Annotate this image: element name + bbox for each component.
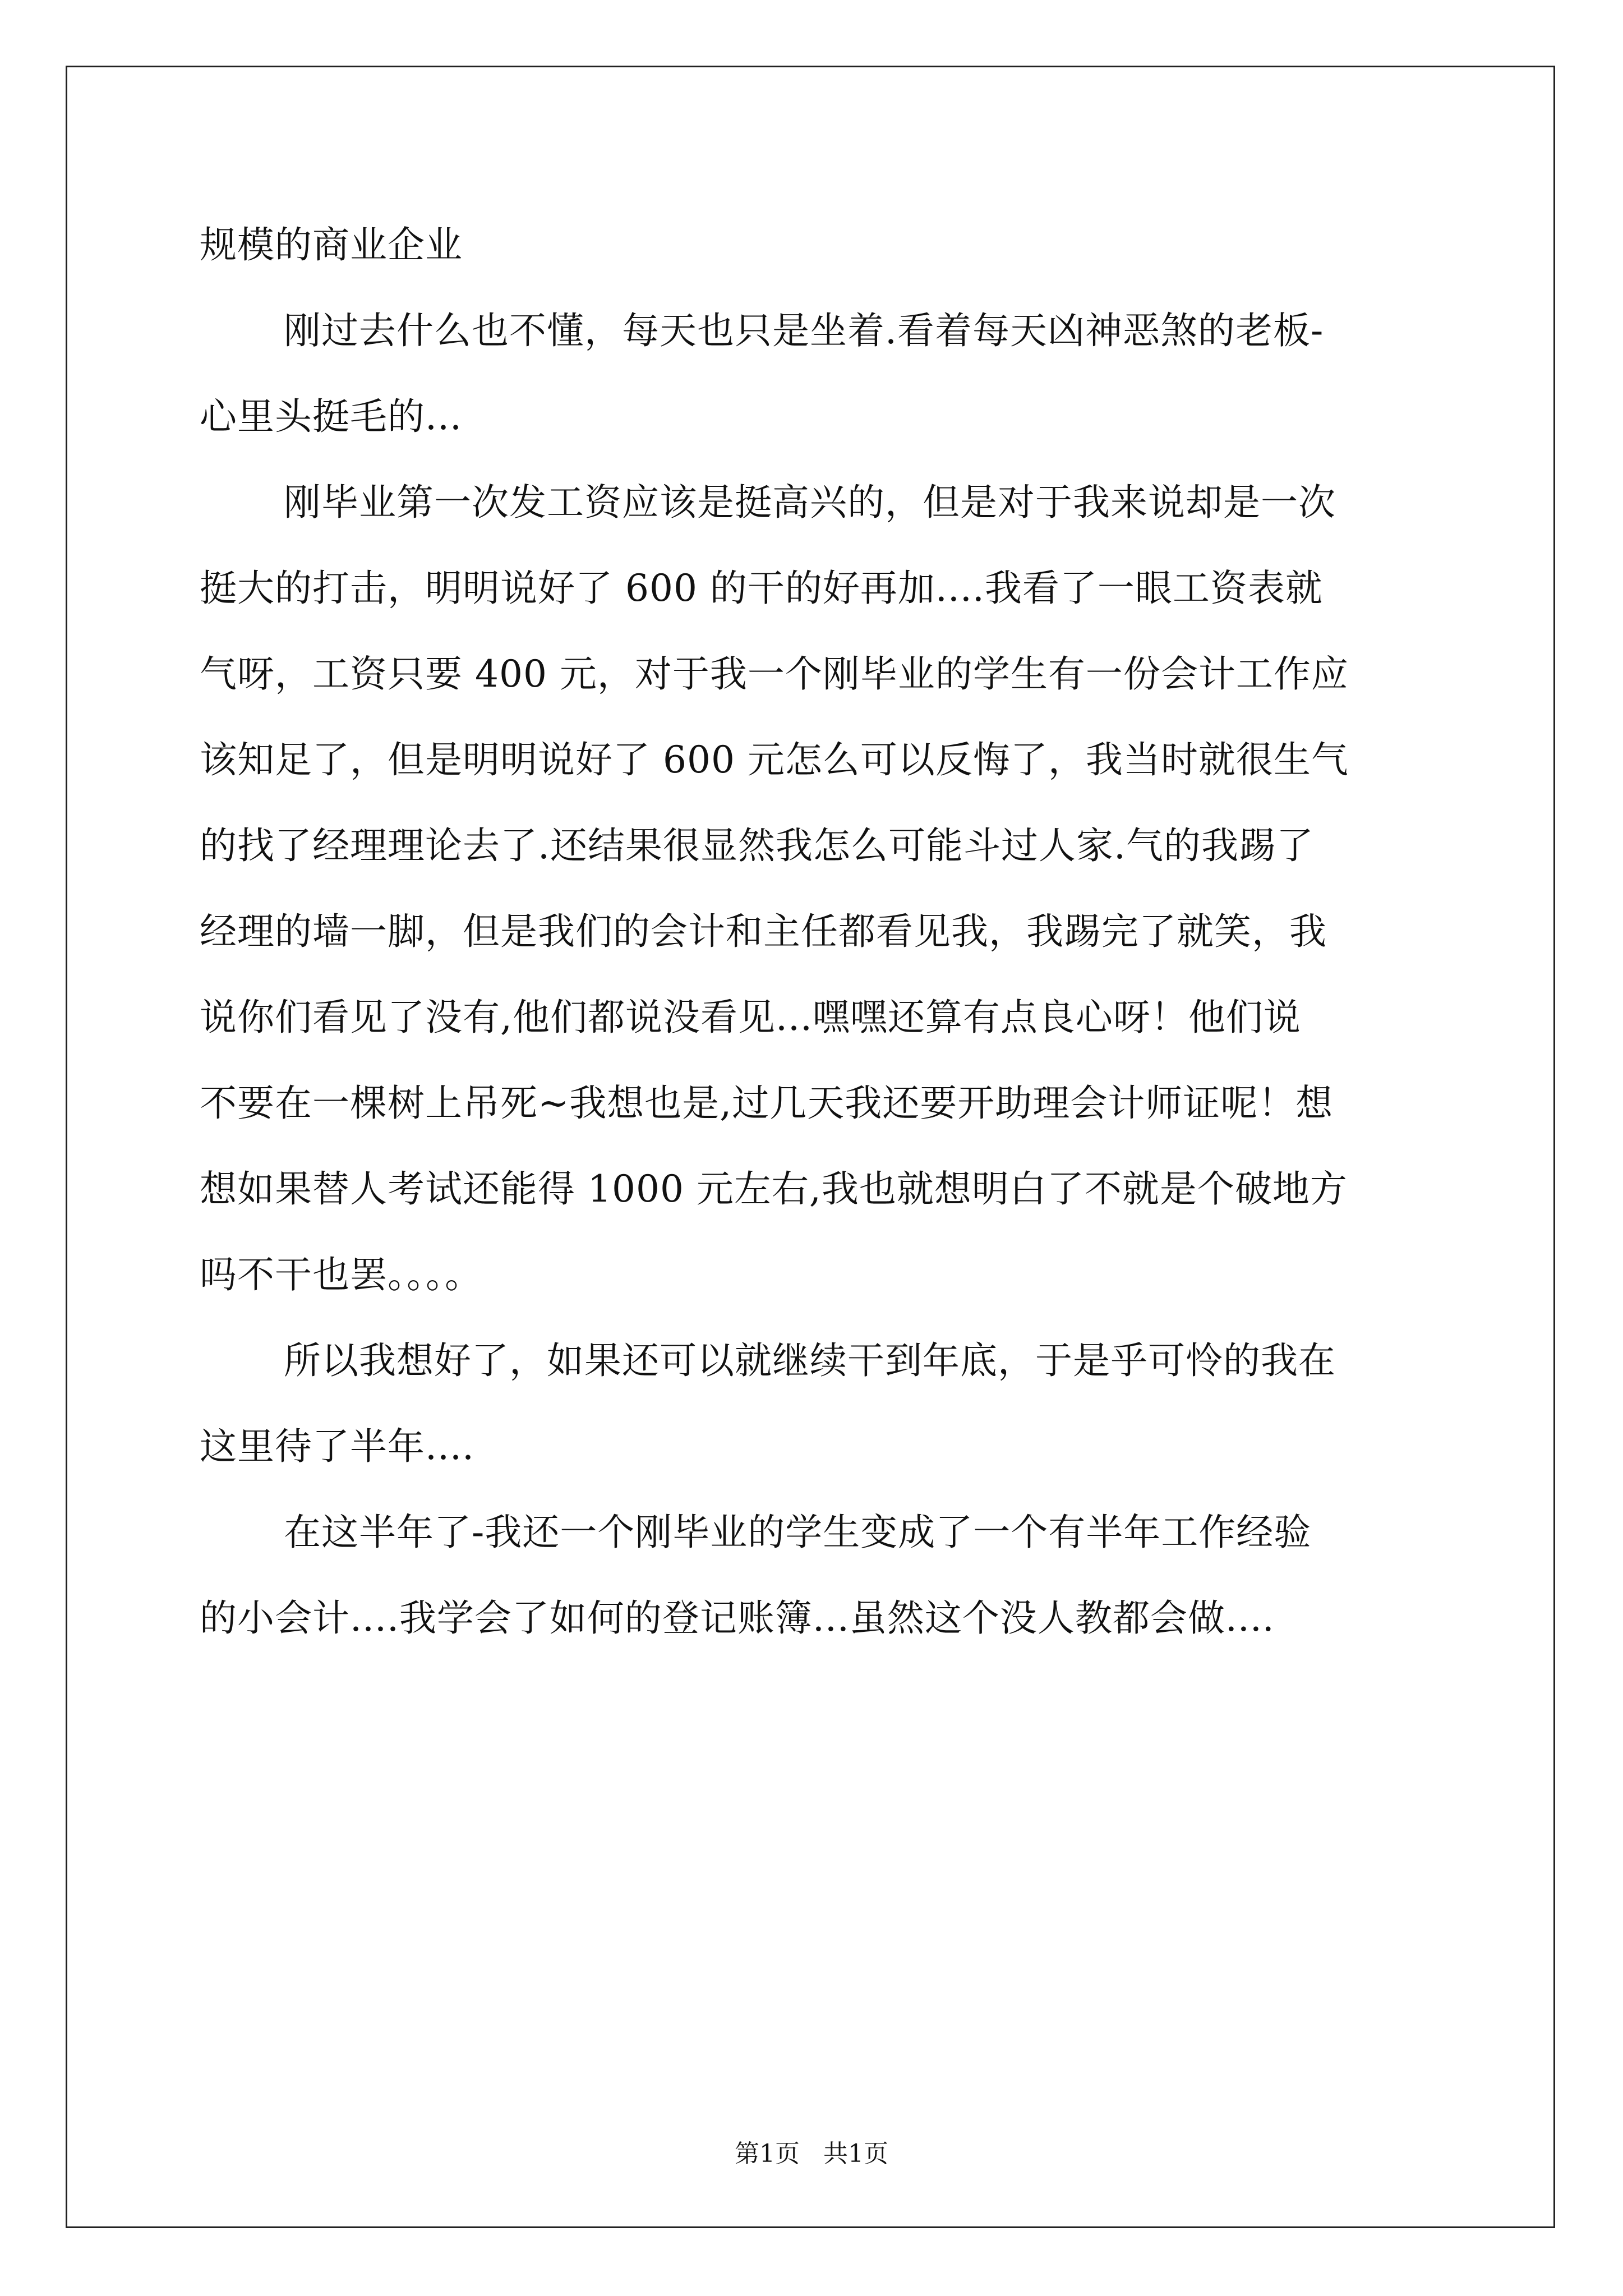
paragraph-line: 不要在一棵树上吊死~我想也是,过几天我还要开助理会计师证呢！想 [200,1082,1334,1125]
title-line: 规模的商业企业 [200,223,463,266]
document-body [200,202,1433,1661]
paragraph-line: 该知足了，但是明明说好了 600 元怎么可以反悔了，我当时就很生气 [200,738,1349,781]
page-footer [0,2137,1623,2171]
page-total: 共1页 [823,2139,888,2168]
paragraph-line: 心里头挺毛的... [200,395,462,438]
paragraph-line: 的小会计....我学会了如何的登记账簿...虽然这个没人教都会做.... [200,1596,1275,1640]
paragraph-3 [200,1318,1433,1489]
paragraph-line: 所以我想好了，如果还可以就继续干到年底，于是乎可怜的我在 [284,1339,1336,1382]
paragraph-line: 在这半年了-我还一个刚毕业的学生变成了一个有半年工作经验 [284,1511,1312,1554]
paragraph-4 [200,1489,1433,1661]
paragraph-line: 的找了经理理论去了.还结果很显然我怎么可能斗过人家.气的我踢了 [200,824,1314,867]
paragraph-line: 说你们看见了没有,他们都说没看见...嘿嘿还算有点良心呀！他们说 [200,996,1301,1039]
paragraph-line: 吗不干也罢。。。。 [200,1253,482,1296]
paragraph-line: 气呀，工资只要 400 元，对于我一个刚毕业的学生有一份会计工作应 [200,652,1349,696]
paragraph-1 [200,288,1433,459]
page-number: 第1页 [735,2139,800,2168]
paragraph-line: 想如果替人考试还能得 1000 元左右,我也就想明白了不就是个破地方 [200,1167,1348,1211]
paragraph-2 [200,459,1433,1318]
paragraph-line: 挺大的打击，明明说好了 600 的干的好再加....我看了一眼工资表就 [200,567,1323,610]
paragraph-line: 经理的墙一脚，但是我们的会计和主任都看见我，我踢完了就笑，我 [200,910,1327,953]
paragraph-line: 刚过去什么也不懂，每天也只是坐着.看着每天凶神恶煞的老板- [284,309,1324,352]
paragraph-line: 刚毕业第一次发工资应该是挺高兴的，但是对于我来说却是一次 [284,481,1336,524]
paragraph-line: 这里待了半年.... [200,1425,474,1468]
